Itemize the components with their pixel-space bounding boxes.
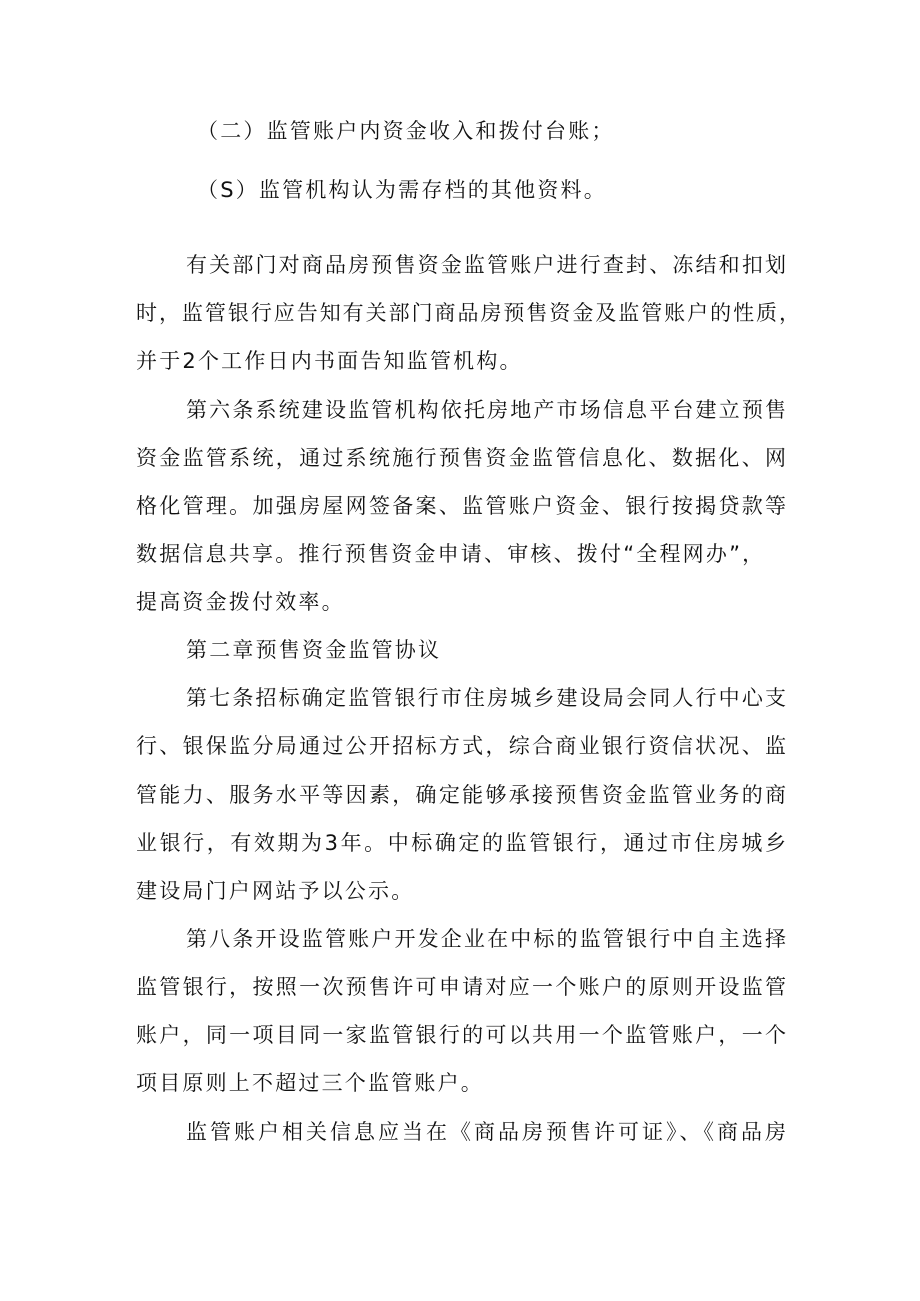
- paragraph-line: 格化管理。加强房屋网签备案、监管账户资金、银行按揭贷款等: [136, 494, 786, 518]
- list-item-2: （二）监管账户内资金收入和拨付台账；: [197, 119, 615, 143]
- paragraph-line: 资金监管系统，通过系统施行预售资金监管信息化、数据化、网: [136, 446, 786, 470]
- paragraph-line: 账户，同一项目同一家监管银行的可以共用一个监管账户，一个: [136, 1023, 786, 1047]
- paragraph-line: 建设局门户网站予以公示。: [136, 879, 415, 903]
- paragraph-line: 时，监管银行应告知有关部门商品房预售资金及监管账户的性质，: [136, 301, 800, 325]
- paragraph-line: 项目原则上不超过三个监管账户。: [136, 1071, 484, 1095]
- paragraph-line: 第七条招标确定监管银行市住房城乡建设局会同人行中心支: [186, 686, 786, 710]
- paragraph-line: 第六条系统建设监管机构依托房地产市场信息平台建立预售: [186, 398, 786, 422]
- paragraph-line: 提高资金拨付效率。: [136, 590, 345, 614]
- paragraph-line: 行、银保监分局通过公开招标方式，综合商业银行资信状况、监: [136, 734, 786, 758]
- paragraph-line: 有关部门对商品房预售资金监管账户进行查封、冻结和扣划: [186, 253, 786, 277]
- paragraph-line: 监管银行，按照一次预售许可申请对应一个账户的原则开设监管: [136, 975, 786, 999]
- paragraph-line: 并于2个工作日内书面告知监管机构。: [136, 349, 523, 373]
- paragraph-line: 第八条开设监管账户开发企业在中标的监管银行中自主选择: [186, 927, 786, 951]
- chapter-heading: 第二章预售资金监管协议: [186, 638, 442, 662]
- paragraph-line: 业银行，有效期为3年。中标确定的监管银行，通过市住房城乡: [136, 831, 786, 855]
- paragraph-line: 数据信息共享。推行预售资金申请、审核、拨付“全程网办”，: [136, 542, 766, 566]
- list-item-3: （S）监管机构认为需存档的其他资料。: [197, 178, 607, 202]
- paragraph-line: 管能力、服务水平等因素，确定能够承接预售资金监管业务的商: [136, 783, 786, 807]
- paragraph-line: 监管账户相关信息应当在《商品房预售许可证》、《商品房: [186, 1120, 786, 1144]
